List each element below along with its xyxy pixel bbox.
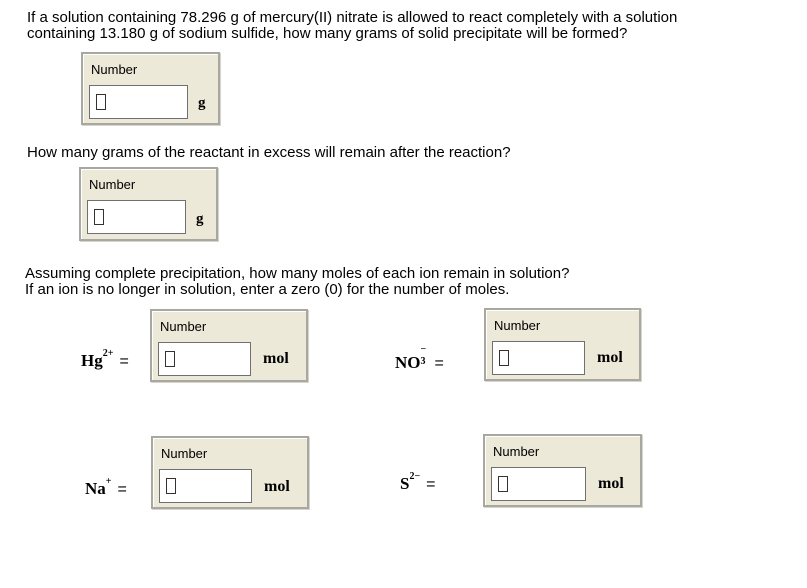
number-label: Number	[493, 444, 540, 459]
equals-sign: =	[426, 476, 436, 493]
unit-label: g	[196, 211, 204, 227]
answer-box-excess-reactant-mass	[79, 167, 218, 241]
answer-box-precipitate-mass	[81, 52, 220, 125]
s-moles-input[interactable]	[491, 467, 586, 501]
equals-sign: =	[117, 481, 127, 498]
input-cursor-icon	[96, 94, 106, 110]
ion-charge: 2+	[102, 348, 114, 359]
question-3-line-2: If an ion is no longer in solution, enter a zero (0) for the number of moles.	[25, 281, 510, 298]
number-label: Number	[494, 318, 541, 333]
unit-label: mol	[598, 475, 624, 492]
answer-box-no3-moles	[484, 308, 641, 381]
input-cursor-icon	[165, 351, 175, 367]
question-3-text	[25, 266, 569, 298]
number-label: Number	[161, 446, 208, 461]
equals-sign: =	[119, 353, 129, 370]
ion-subscript: 3	[420, 356, 426, 367]
unit-label: mol	[597, 349, 623, 366]
number-label: Number	[160, 319, 207, 334]
question-1-line-2: containing 13.180 g of sodium sulfide, how many grams of solid precipitate will be formed?	[27, 25, 628, 42]
hg-moles-input[interactable]	[158, 342, 251, 376]
answer-box-hg-moles	[150, 309, 308, 382]
unit-label: g	[198, 95, 206, 111]
number-label: Number	[89, 177, 136, 192]
precipitate-mass-input[interactable]	[89, 85, 188, 119]
ion-charge: +	[105, 476, 112, 487]
ion-symbol: NO	[395, 353, 421, 372]
question-2-text: How many grams of the reactant in excess will remain after the reaction?	[27, 144, 511, 161]
answer-box-s-moles	[483, 434, 642, 507]
ion-symbol: S	[400, 474, 410, 493]
unit-label: mol	[264, 478, 290, 495]
answer-box-na-moles	[151, 436, 309, 509]
question-1-line-1: If a solution containing 78.296 g of mercury(II) nitrate is allowed to react completely with a solution	[27, 9, 678, 26]
ion-label-na	[85, 476, 127, 499]
question-3-line-1: Assuming complete precipitation, how many moles of each ion remain in solution?	[25, 265, 570, 282]
ion-label-no3	[395, 344, 444, 373]
ion-label-s	[400, 471, 436, 494]
ion-charge: 2−	[409, 471, 421, 482]
ion-symbol: Hg	[81, 351, 103, 370]
input-cursor-icon	[499, 350, 509, 366]
number-label: Number	[91, 62, 138, 77]
ion-charge: −	[420, 344, 427, 355]
no3-moles-input[interactable]	[492, 341, 585, 375]
input-cursor-icon	[166, 478, 176, 494]
ion-label-hg	[81, 348, 129, 371]
ion-symbol: Na	[85, 479, 106, 498]
question-1-text	[27, 10, 677, 42]
input-cursor-icon	[94, 209, 104, 225]
input-cursor-icon	[498, 476, 508, 492]
equals-sign: =	[434, 355, 444, 372]
excess-reactant-mass-input[interactable]	[87, 200, 186, 234]
unit-label: mol	[263, 350, 289, 367]
na-moles-input[interactable]	[159, 469, 252, 503]
